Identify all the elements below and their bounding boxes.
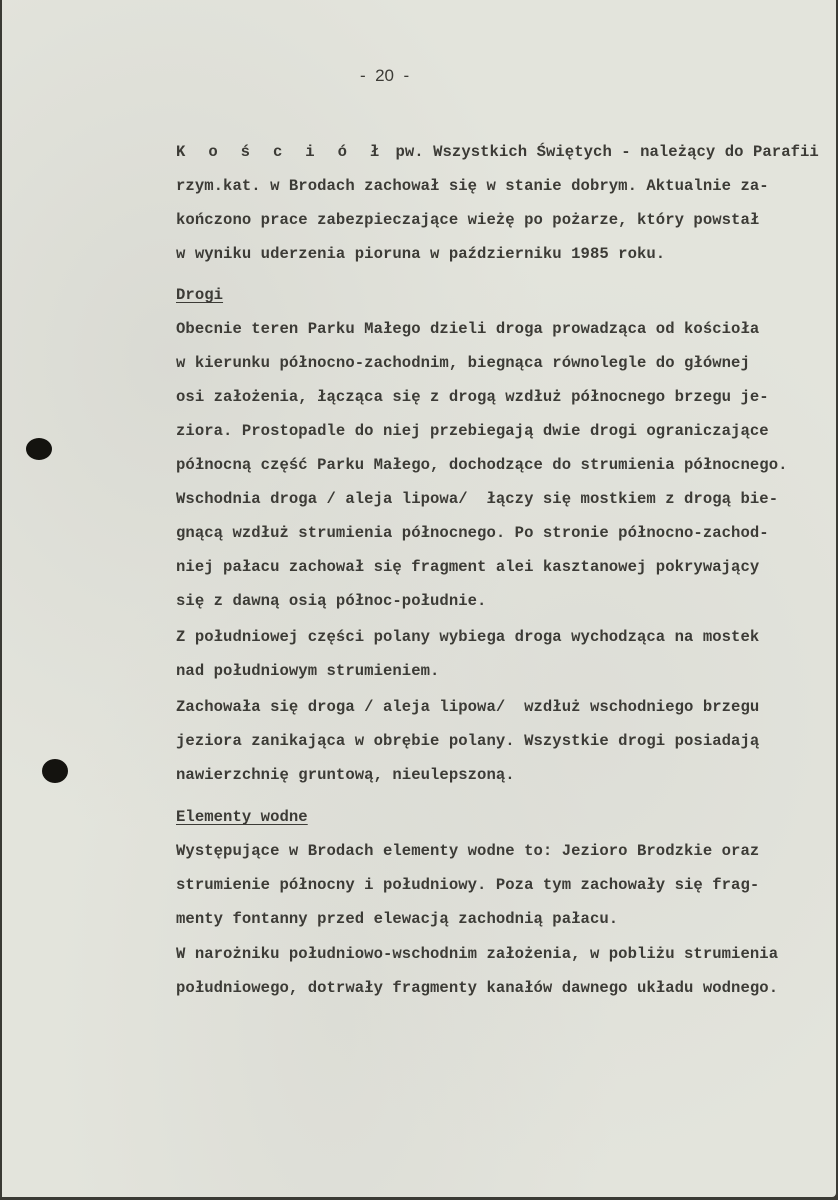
document-page xyxy=(2,0,836,1197)
text-line: północną część Parku Małego, dochodzące do strumienia północnego. xyxy=(176,456,788,474)
text-line: Z południowej części polany wybiega droga wychodząca na mostek xyxy=(176,628,760,646)
text-line: W narożniku południowo-wschodnim założenia, w pobliżu strumienia xyxy=(176,945,779,963)
text-line: się z dawną osią północ-południe. xyxy=(176,592,487,610)
section-heading: Drogi xyxy=(176,286,224,304)
text-line: w wyniku uderzenia pioruna w październiku 1985 roku. xyxy=(176,245,666,263)
text-line: Występujące w Brodach elementy wodne to: Jezioro Brodzkie oraz xyxy=(176,842,760,860)
text-line: niej pałacu zachował się fragment alei kasztanowej pokrywający xyxy=(176,558,760,576)
text-line: w kierunku północno-zachodnim, biegnąca równolegle do głównej xyxy=(176,354,750,372)
section-heading: Elementy wodne xyxy=(176,808,308,826)
punch-hole xyxy=(26,438,52,460)
text-line: jeziora zanikająca w obrębie polany. Wszystkie drogi posiadają xyxy=(176,732,760,750)
emphasized-word: K o ś c i ó ł xyxy=(176,143,387,161)
text-line: menty fontanny przed elewacją zachodnią pałacu. xyxy=(176,910,619,928)
text-line: ziora. Prostopadle do niej przebiegają dwie drogi ograniczające xyxy=(176,422,769,440)
punch-hole xyxy=(42,759,68,783)
text-line: rzym.kat. w Brodach zachował się w stanie dobrym. Aktualnie za- xyxy=(176,177,769,195)
text-line: strumienie północny i południowy. Poza tym zachowały się frag- xyxy=(176,876,760,894)
text-line: gnącą wzdłuż strumienia północnego. Po stronie północno-zachod- xyxy=(176,524,769,542)
text-span: pw. Wszystkich Świętych - należący do Parafii xyxy=(386,143,819,161)
text-line: Zachowała się droga / aleja lipowa/ wzdłuż wschodniego brzegu xyxy=(176,698,760,716)
page-number: - 20 - xyxy=(360,66,410,85)
text-line xyxy=(176,143,819,161)
text-line: południowego, dotrwały fragmenty kanałów dawnego układu wodnego. xyxy=(176,979,779,997)
text-line: nad południowym strumieniem. xyxy=(176,662,440,680)
text-line: Obecnie teren Parku Małego dzieli droga prowadząca od kościoła xyxy=(176,320,760,338)
text-line: Wschodnia droga / aleja lipowa/ łączy się mostkiem z drogą bie- xyxy=(176,490,779,508)
text-line: kończono prace zabezpieczające wieżę po pożarze, który powstał xyxy=(176,211,760,229)
text-line: nawierzchnię gruntową, nieulepszoną. xyxy=(176,766,515,784)
text-line: osi założenia, łącząca się z drogą wzdłuż północnego brzegu je- xyxy=(176,388,769,406)
